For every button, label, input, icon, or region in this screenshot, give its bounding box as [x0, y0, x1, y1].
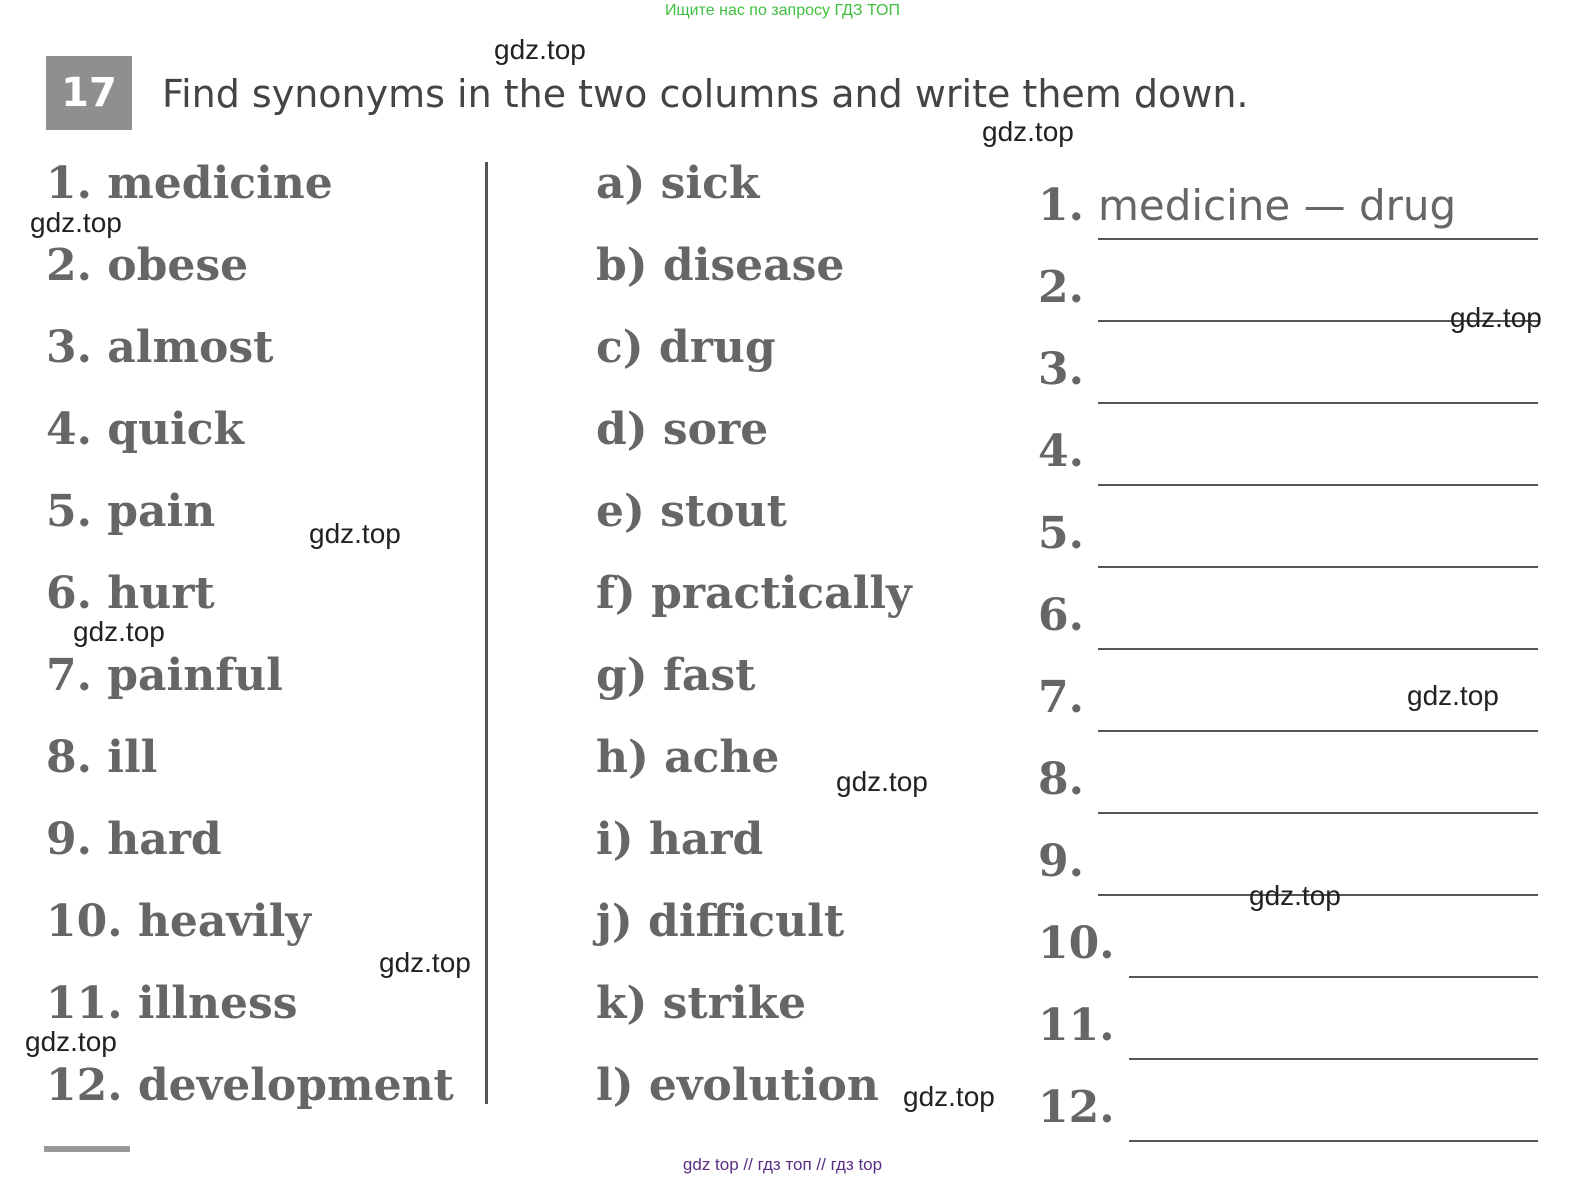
synonym-item: c) drug	[596, 322, 776, 373]
watermark: gdz.top	[73, 616, 165, 647]
answer-row	[1038, 486, 1538, 568]
answer-field[interactable]	[1098, 344, 1538, 404]
watermark: gdz.top	[1249, 880, 1341, 911]
left-word-item: 6. hurt	[46, 568, 215, 619]
synonym-item: l) evolution	[596, 1060, 879, 1111]
answer-row	[1038, 322, 1538, 404]
synonym-item: e) stout	[596, 486, 787, 537]
synonym-item: f) practically	[596, 568, 912, 619]
answer-field[interactable]	[1098, 508, 1538, 568]
synonym-item: k) strike	[596, 978, 807, 1029]
answer-number: 8.	[1038, 754, 1084, 805]
column-divider	[485, 162, 488, 1104]
exercise-number-badge: 17	[46, 56, 132, 130]
watermark: gdz.top	[30, 207, 122, 238]
synonym-item: d) sore	[596, 404, 769, 455]
watermark: gdz.top	[982, 116, 1074, 147]
answer-number: 12.	[1038, 1082, 1115, 1133]
answer-row	[1038, 568, 1538, 650]
answer-number: 10.	[1038, 918, 1115, 969]
answer-field[interactable]	[1129, 918, 1538, 978]
left-word-item: 11. illness	[46, 978, 298, 1029]
synonym-item: i) hard	[596, 814, 764, 865]
left-word-item: 1. medicine	[46, 158, 333, 209]
watermark: gdz.top	[309, 518, 401, 549]
left-word-item: 10. heavily	[46, 896, 311, 947]
answer-number: 9.	[1038, 836, 1084, 887]
left-word-item: 9. hard	[46, 814, 222, 865]
answer-number: 5.	[1038, 508, 1084, 559]
watermark: gdz.top	[25, 1026, 117, 1057]
answer-row	[1038, 732, 1538, 814]
answer-field[interactable]	[1129, 1082, 1538, 1142]
answer-field[interactable]	[1098, 754, 1538, 814]
left-word-item: 4. quick	[46, 404, 244, 455]
synonym-item: a) sick	[596, 158, 760, 209]
bottom-divider	[44, 1146, 130, 1152]
synonym-item: h) ache	[596, 732, 780, 783]
answer-row	[1038, 1060, 1538, 1142]
synonym-item: b) disease	[596, 240, 845, 291]
answer-number: 3.	[1038, 344, 1084, 395]
answer-field[interactable]	[1129, 1000, 1538, 1060]
left-word-item: 5. pain	[46, 486, 216, 537]
watermark: gdz.top	[1407, 680, 1499, 711]
answer-number: 11.	[1038, 1000, 1115, 1051]
exercise-instruction: Find synonyms in the two columns and write them down.	[162, 72, 1249, 116]
top-banner: Ищите нас по запросу ГДЗ ТОП	[665, 2, 900, 19]
synonym-column	[596, 158, 912, 1142]
answer-number: 7.	[1038, 672, 1084, 723]
left-word-item: 2. obese	[46, 240, 249, 291]
left-word-item: 7. painful	[46, 650, 283, 701]
answer-number: 6.	[1038, 590, 1084, 641]
answer-row	[1038, 158, 1538, 240]
answer-number: 2.	[1038, 262, 1084, 313]
watermark: gdz.top	[903, 1081, 995, 1112]
answer-number: 4.	[1038, 426, 1084, 477]
left-word-item: 3. almost	[46, 322, 274, 373]
answer-field[interactable]	[1098, 590, 1538, 650]
answer-field[interactable]: medicine — drug	[1098, 180, 1538, 240]
left-word-column	[46, 158, 454, 1142]
answer-number: 1.	[1038, 180, 1084, 231]
synonym-item: j) difficult	[596, 896, 845, 947]
watermark: gdz.top	[494, 34, 586, 65]
watermark: gdz.top	[1450, 302, 1542, 333]
left-word-item: 8. ill	[46, 732, 158, 783]
answer-field[interactable]	[1098, 426, 1538, 486]
synonym-item: g) fast	[596, 650, 756, 701]
footer-links: gdz top // гдз топ // гдз top	[682, 1155, 883, 1174]
watermark: gdz.top	[836, 766, 928, 797]
answer-row	[1038, 404, 1538, 486]
answer-row	[1038, 978, 1538, 1060]
left-word-item: 12. development	[46, 1060, 454, 1111]
watermark: gdz.top	[379, 947, 471, 978]
